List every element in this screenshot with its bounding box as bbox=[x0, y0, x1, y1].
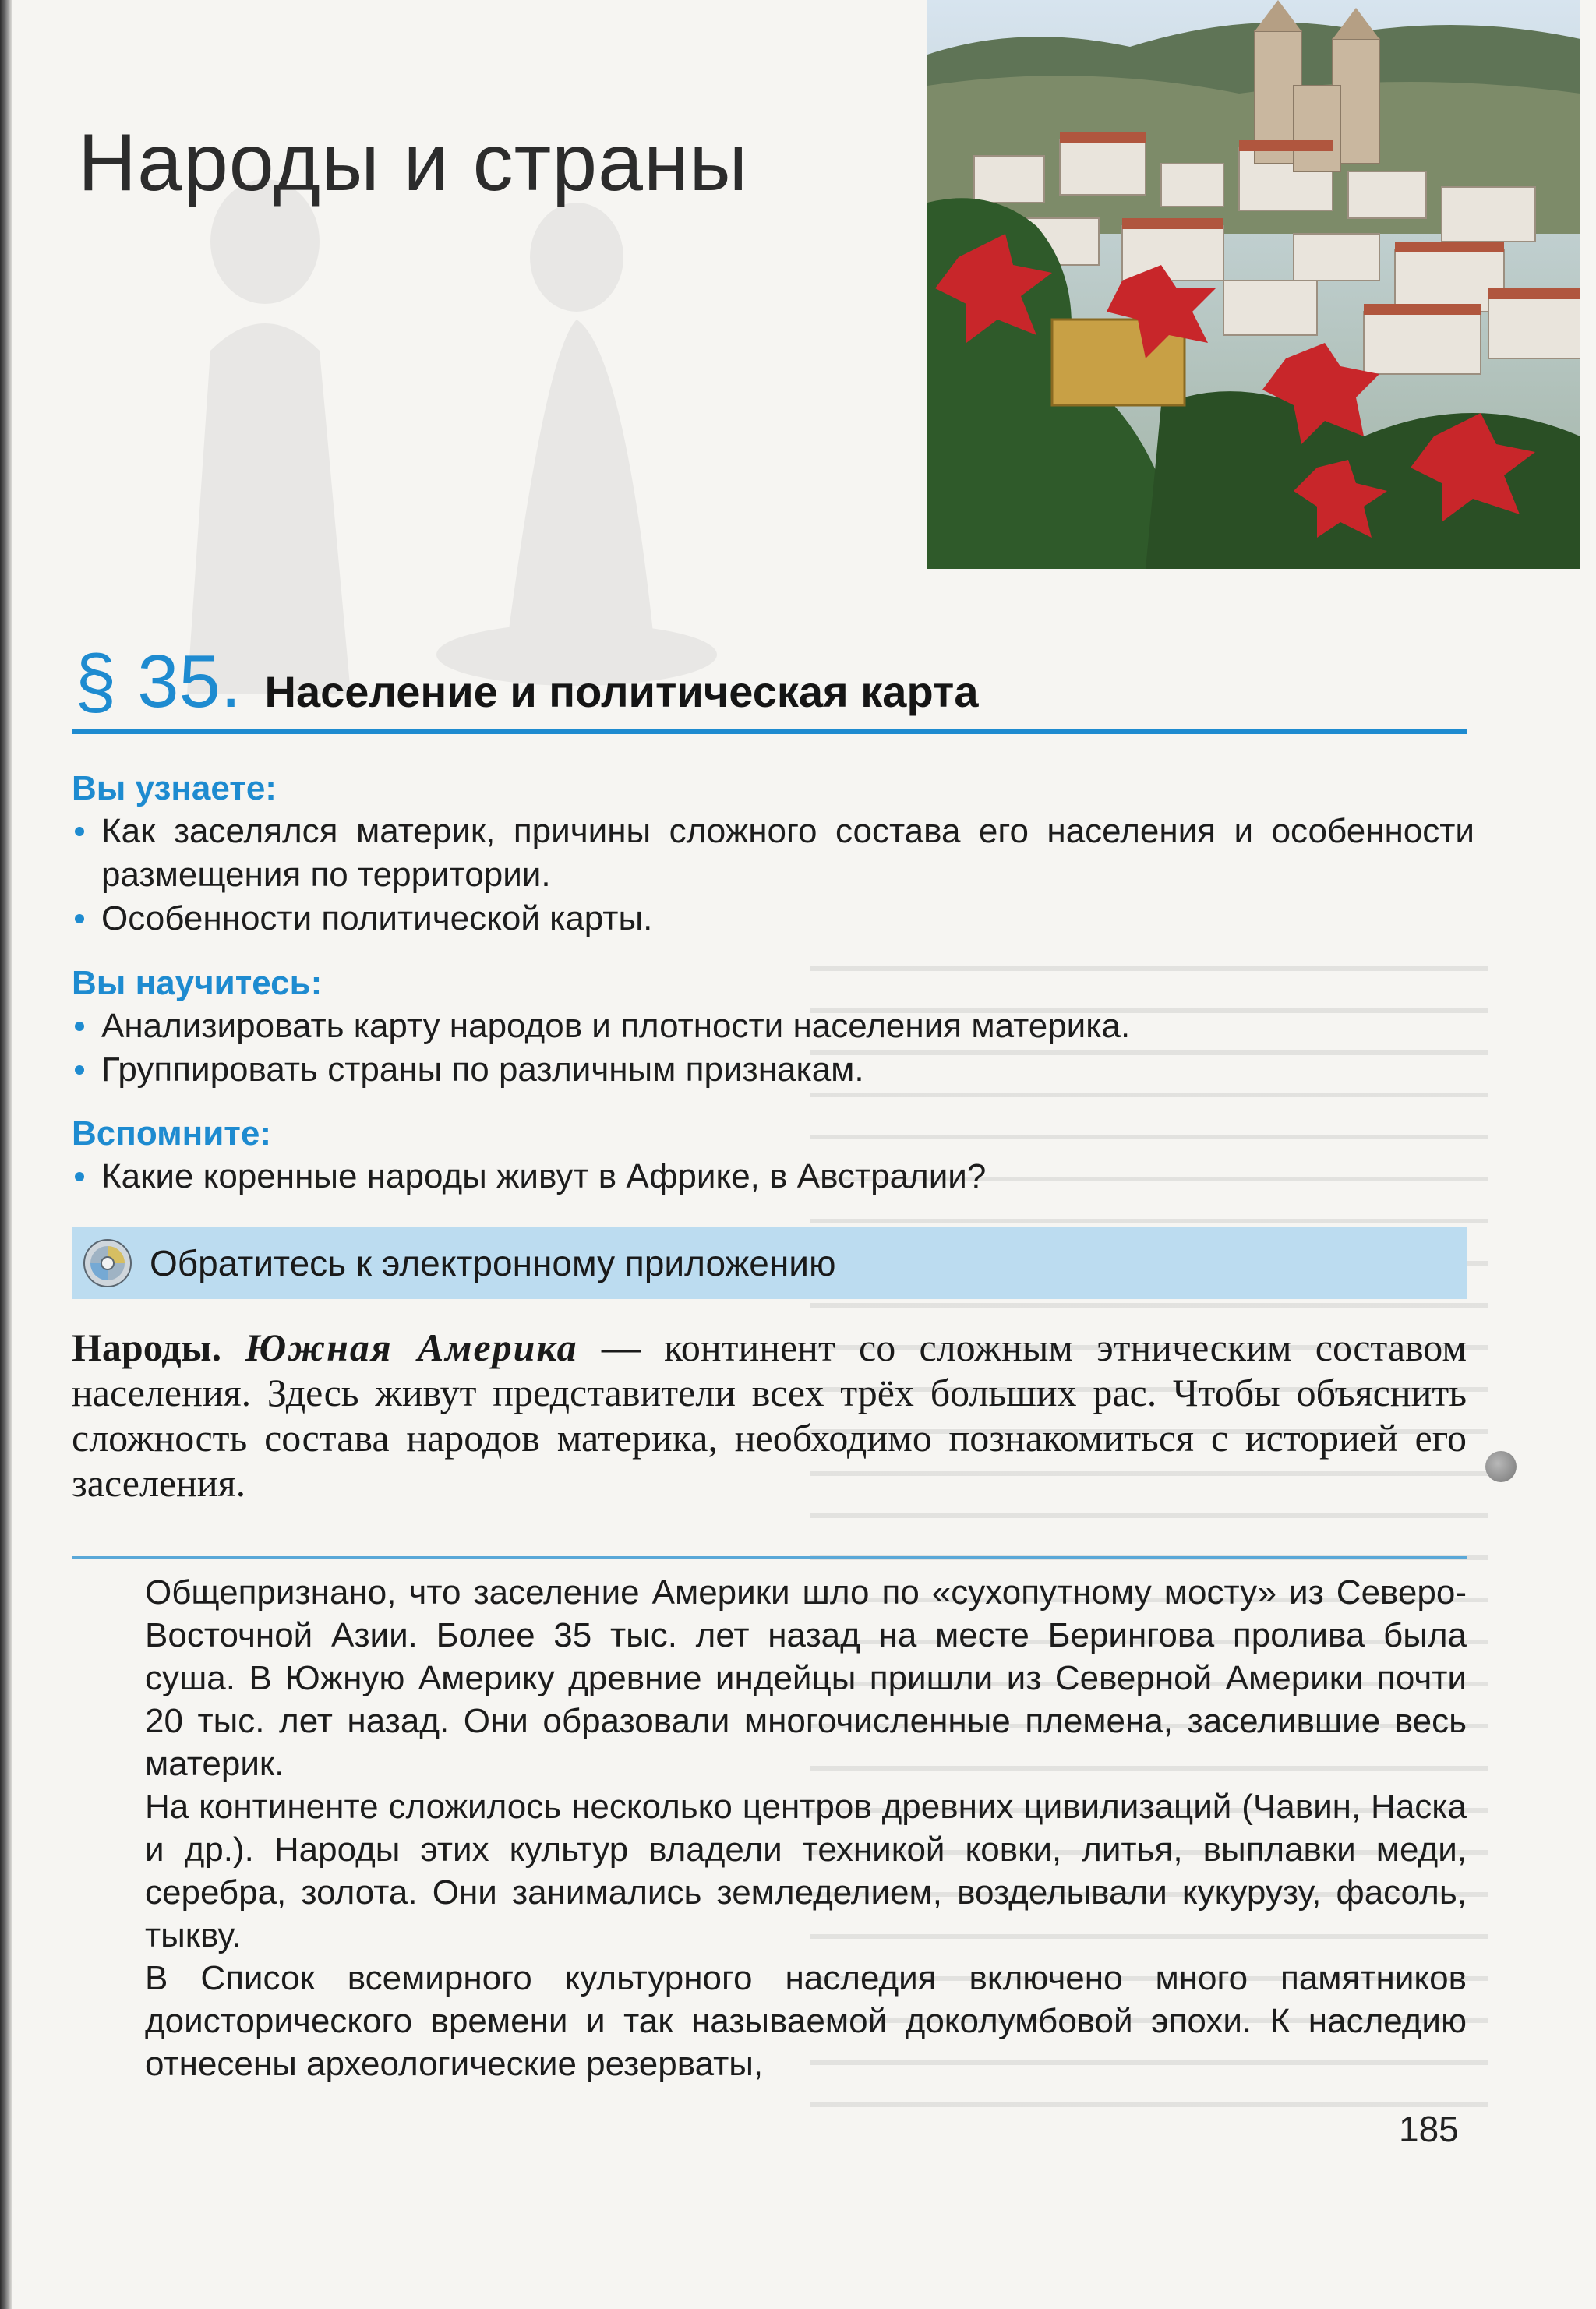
page-number: 185 bbox=[1399, 2109, 1459, 2149]
bullet-icon bbox=[75, 914, 84, 923]
will-learn-block bbox=[72, 768, 1474, 941]
remember-title: Вспомните: bbox=[72, 1114, 271, 1153]
section-number: § 35. bbox=[75, 640, 242, 723]
bullet-icon bbox=[75, 827, 84, 836]
geo-name: Южная Америка bbox=[245, 1326, 578, 1369]
lead-paragraph bbox=[72, 1325, 1467, 1506]
list-item: Анализировать карту народов и плотности населения материка. bbox=[72, 1004, 1474, 1048]
punch-hole bbox=[1485, 1451, 1517, 1482]
bullet-icon bbox=[75, 1172, 84, 1181]
remember-list bbox=[72, 1155, 1474, 1199]
list-item: Особенности политической карты. bbox=[72, 897, 1474, 941]
will-learn-title: Вы узнаете: bbox=[72, 769, 277, 807]
disc-icon bbox=[83, 1238, 132, 1288]
will-be-able-title: Вы научитесь: bbox=[72, 964, 323, 1002]
list-item: Какие коренные народы живут в Африке, в Австралии? bbox=[72, 1155, 1474, 1199]
faded-figures-illustration bbox=[140, 148, 920, 694]
electronic-appendix-label: Обратитесь к электронному приложению bbox=[150, 1243, 836, 1283]
remember-block bbox=[72, 1113, 1474, 1199]
bullet-icon bbox=[75, 1022, 84, 1031]
lead-divider bbox=[72, 1556, 1467, 1559]
body-paragraph: На континенте сложилось несколько центров древних цивилизаций (Чавин, Наска и др.). Народы этих культур владели техникой ковки, литья, выплавки меди, серебра, золота. Они занимались земледелием, возделывали кукурузу, фасоль, тыкву. bbox=[145, 1788, 1467, 1954]
chapter-title: Народы и страны bbox=[78, 118, 749, 208]
page-binding-edge bbox=[0, 0, 12, 2309]
body-paragraph: В Список всемирного культурного наследия включено много памятников доисторического времени и так называемой доколумбовой эпохи. К наследию отнесены археологические резерваты, bbox=[145, 1959, 1467, 2083]
section-title: Население и политическая карта bbox=[264, 667, 979, 716]
electronic-appendix-link[interactable] bbox=[72, 1227, 1467, 1299]
town-photo bbox=[927, 0, 1580, 569]
section-heading bbox=[75, 639, 978, 725]
list-item: Группировать страны по различным признакам. bbox=[72, 1048, 1474, 1092]
lead-term: Народы. bbox=[72, 1326, 222, 1369]
body-text bbox=[145, 1571, 1467, 2085]
will-be-able-block bbox=[72, 962, 1474, 1092]
lead-text: — континент со сложным этническим составом населения. Здесь живут представители всех трёх больших рас. Чтобы объяснить сложность состава народов материка, необходимо познакомиться с историей его заселения. bbox=[72, 1326, 1467, 1505]
bullet-icon bbox=[75, 1065, 84, 1075]
section-divider bbox=[72, 729, 1467, 734]
will-learn-list bbox=[72, 810, 1474, 941]
body-paragraph: Общепризнано, что заселение Америки шло по «сухопутному мосту» из Северо-Восточной Азии. Более 35 тыс. лет назад на месте Берингова пролива была суша. В Южную Америку древние индейцы пришли из Северной Америки почти 20 тыс. лет назад. Они образовали многочисленные племена, заселившие весь материк. bbox=[145, 1573, 1467, 1783]
list-item: Как заселялся материк, причины сложного состава его населения и особенности размещения по территории. bbox=[72, 810, 1474, 897]
will-be-able-list bbox=[72, 1004, 1474, 1092]
